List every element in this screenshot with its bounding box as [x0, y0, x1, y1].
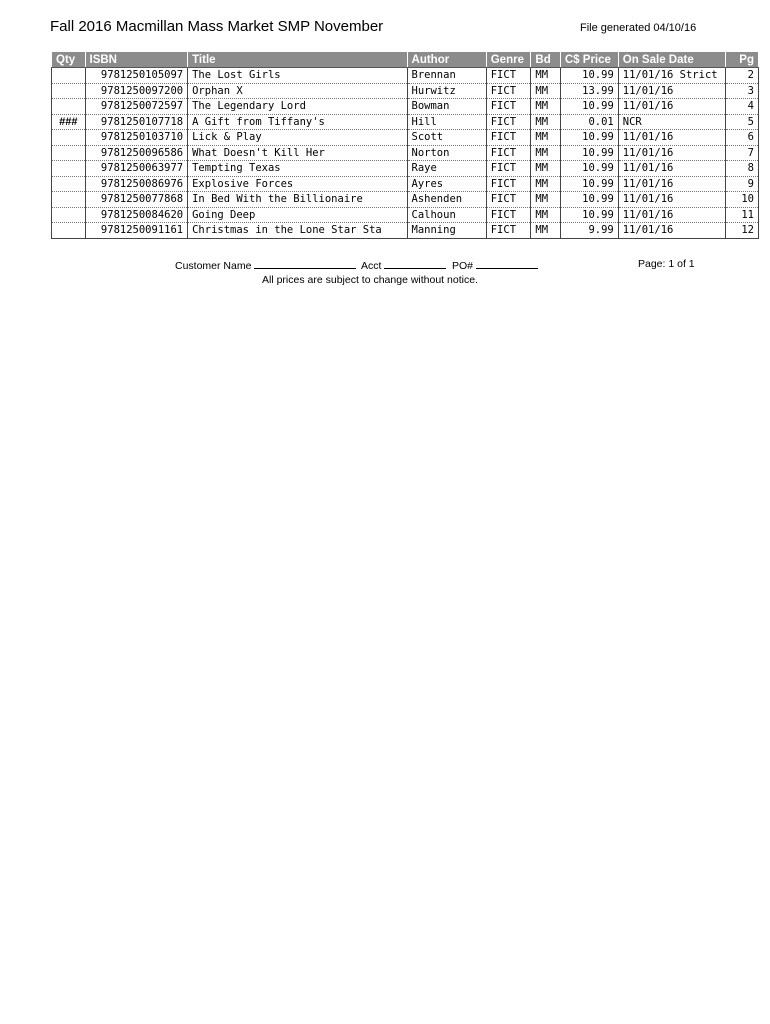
price-cell: 10.99: [560, 176, 618, 192]
isbn-cell: 9781250105097: [85, 68, 188, 84]
binding-cell: MM: [531, 192, 560, 208]
price-cell: 10.99: [560, 68, 618, 84]
document-header: [50, 18, 760, 40]
column-header-binding: Bd: [531, 52, 560, 68]
isbn-cell: 9781250077868: [85, 192, 188, 208]
price-cell: 10.99: [560, 207, 618, 223]
author-cell: Calhoun: [407, 207, 486, 223]
page-cell: 5: [726, 114, 759, 130]
acct-blank[interactable]: [384, 258, 446, 269]
on-sale-date-cell: 11/01/16: [618, 161, 726, 177]
page-cell: 4: [726, 99, 759, 115]
binding-cell: MM: [531, 145, 560, 161]
price-cell: 9.99: [560, 223, 618, 239]
qty-cell[interactable]: [52, 99, 86, 115]
page-cell: 8: [726, 161, 759, 177]
price-cell: 10.99: [560, 130, 618, 146]
isbn-cell: 9781250063977: [85, 161, 188, 177]
qty-cell[interactable]: [52, 130, 86, 146]
qty-cell[interactable]: [52, 207, 86, 223]
title-cell: Orphan X: [188, 83, 407, 99]
price-cell: 10.99: [560, 161, 618, 177]
title-cell: Lick & Play: [188, 130, 407, 146]
table-row: [52, 99, 759, 115]
table-row: [52, 161, 759, 177]
genre-cell: FICT: [486, 223, 531, 239]
table-row: [52, 114, 759, 130]
qty-cell[interactable]: [52, 145, 86, 161]
title-cell: Tempting Texas: [188, 161, 407, 177]
binding-cell: MM: [531, 130, 560, 146]
page-cell: 9: [726, 176, 759, 192]
qty-cell[interactable]: [52, 192, 86, 208]
binding-cell: MM: [531, 68, 560, 84]
table-row: [52, 176, 759, 192]
binding-cell: MM: [531, 176, 560, 192]
isbn-cell: 9781250096586: [85, 145, 188, 161]
table-row: [52, 68, 759, 84]
qty-cell[interactable]: ###: [52, 114, 86, 130]
isbn-cell: 9781250107718: [85, 114, 188, 130]
binding-cell: MM: [531, 83, 560, 99]
order-form-table: [51, 51, 759, 239]
on-sale-date-cell: 11/01/16 Strict: [618, 68, 726, 84]
genre-cell: FICT: [486, 114, 531, 130]
table-row: [52, 192, 759, 208]
on-sale-date-cell: 11/01/16: [618, 83, 726, 99]
genre-cell: FICT: [486, 192, 531, 208]
page-cell: 12: [726, 223, 759, 239]
title-cell: The Legendary Lord: [188, 99, 407, 115]
binding-cell: MM: [531, 223, 560, 239]
genre-cell: FICT: [486, 99, 531, 115]
on-sale-date-cell: 11/01/16: [618, 223, 726, 239]
table-row: [52, 223, 759, 239]
on-sale-date-cell: 11/01/16: [618, 176, 726, 192]
binding-cell: MM: [531, 99, 560, 115]
page-cell: 3: [726, 83, 759, 99]
po-label: PO#: [452, 260, 474, 272]
isbn-cell: 9781250072597: [85, 99, 188, 115]
column-header-title: Title: [188, 52, 407, 68]
title-cell: What Doesn't Kill Her: [188, 145, 407, 161]
page-indicator: Page: 1 of 1: [638, 258, 695, 270]
title-cell: Explosive Forces: [188, 176, 407, 192]
qty-cell[interactable]: [52, 68, 86, 84]
author-cell: Scott: [407, 130, 486, 146]
isbn-cell: 9781250091161: [85, 223, 188, 239]
price-cell: 13.99: [560, 83, 618, 99]
column-header-page: Pg: [726, 52, 759, 68]
customer-name-label: Customer Name: [175, 260, 252, 272]
title-cell: Christmas in the Lone Star Sta: [188, 223, 407, 239]
on-sale-date-cell: NCR: [618, 114, 726, 130]
binding-cell: MM: [531, 207, 560, 223]
binding-cell: MM: [531, 114, 560, 130]
column-header-qty: Qty: [52, 52, 86, 68]
isbn-cell: 9781250084620: [85, 207, 188, 223]
genre-cell: FICT: [486, 161, 531, 177]
qty-cell[interactable]: [52, 176, 86, 192]
on-sale-date-cell: 11/01/16: [618, 207, 726, 223]
page-cell: 11: [726, 207, 759, 223]
file-generated-date: File generated 04/10/16: [580, 22, 697, 34]
page-cell: 6: [726, 130, 759, 146]
price-notice: All prices are subject to change without notice.: [262, 274, 478, 286]
po-field[interactable]: [452, 258, 538, 272]
binding-cell: MM: [531, 161, 560, 177]
customer-name-blank[interactable]: [254, 258, 356, 269]
qty-cell[interactable]: [52, 83, 86, 99]
on-sale-date-cell: 11/01/16: [618, 130, 726, 146]
price-cell: 10.99: [560, 192, 618, 208]
on-sale-date-cell: 11/01/16: [618, 192, 726, 208]
acct-label: Acct: [361, 260, 382, 272]
qty-cell[interactable]: [52, 161, 86, 177]
on-sale-date-cell: 11/01/16: [618, 145, 726, 161]
column-header-isbn: ISBN: [85, 52, 188, 68]
isbn-cell: 9781250103710: [85, 130, 188, 146]
genre-cell: FICT: [486, 68, 531, 84]
column-header-author: Author: [407, 52, 486, 68]
page-cell: 10: [726, 192, 759, 208]
column-header-on-sale-date: On Sale Date: [618, 52, 726, 68]
genre-cell: FICT: [486, 145, 531, 161]
author-cell: Hurwitz: [407, 83, 486, 99]
title-cell: The Lost Girls: [188, 68, 407, 84]
table-row: [52, 130, 759, 146]
table-row: [52, 145, 759, 161]
column-header-price: C$ Price: [560, 52, 618, 68]
genre-cell: FICT: [486, 207, 531, 223]
page-cell: 2: [726, 68, 759, 84]
author-cell: Raye: [407, 161, 486, 177]
qty-cell[interactable]: [52, 223, 86, 239]
author-cell: Brennan: [407, 68, 486, 84]
customer-name-field[interactable]: [175, 258, 356, 272]
author-cell: Ayres: [407, 176, 486, 192]
genre-cell: FICT: [486, 83, 531, 99]
author-cell: Bowman: [407, 99, 486, 115]
title-cell: In Bed With the Billionaire: [188, 192, 407, 208]
table-header-row: [52, 52, 759, 68]
price-cell: 0.01: [560, 114, 618, 130]
po-blank[interactable]: [476, 258, 538, 269]
isbn-cell: 9781250086976: [85, 176, 188, 192]
author-cell: Hill: [407, 114, 486, 130]
genre-cell: FICT: [486, 130, 531, 146]
acct-field[interactable]: [361, 258, 446, 272]
title-cell: Going Deep: [188, 207, 407, 223]
price-cell: 10.99: [560, 145, 618, 161]
author-cell: Norton: [407, 145, 486, 161]
table-row: [52, 207, 759, 223]
author-cell: Ashenden: [407, 192, 486, 208]
price-cell: 10.99: [560, 99, 618, 115]
page-cell: 7: [726, 145, 759, 161]
isbn-cell: 9781250097200: [85, 83, 188, 99]
on-sale-date-cell: 11/01/16: [618, 99, 726, 115]
author-cell: Manning: [407, 223, 486, 239]
title-cell: A Gift from Tiffany's: [188, 114, 407, 130]
document-title: Fall 2016 Macmillan Mass Market SMP November: [50, 18, 384, 35]
table-row: [52, 83, 759, 99]
column-header-genre: Genre: [486, 52, 531, 68]
genre-cell: FICT: [486, 176, 531, 192]
